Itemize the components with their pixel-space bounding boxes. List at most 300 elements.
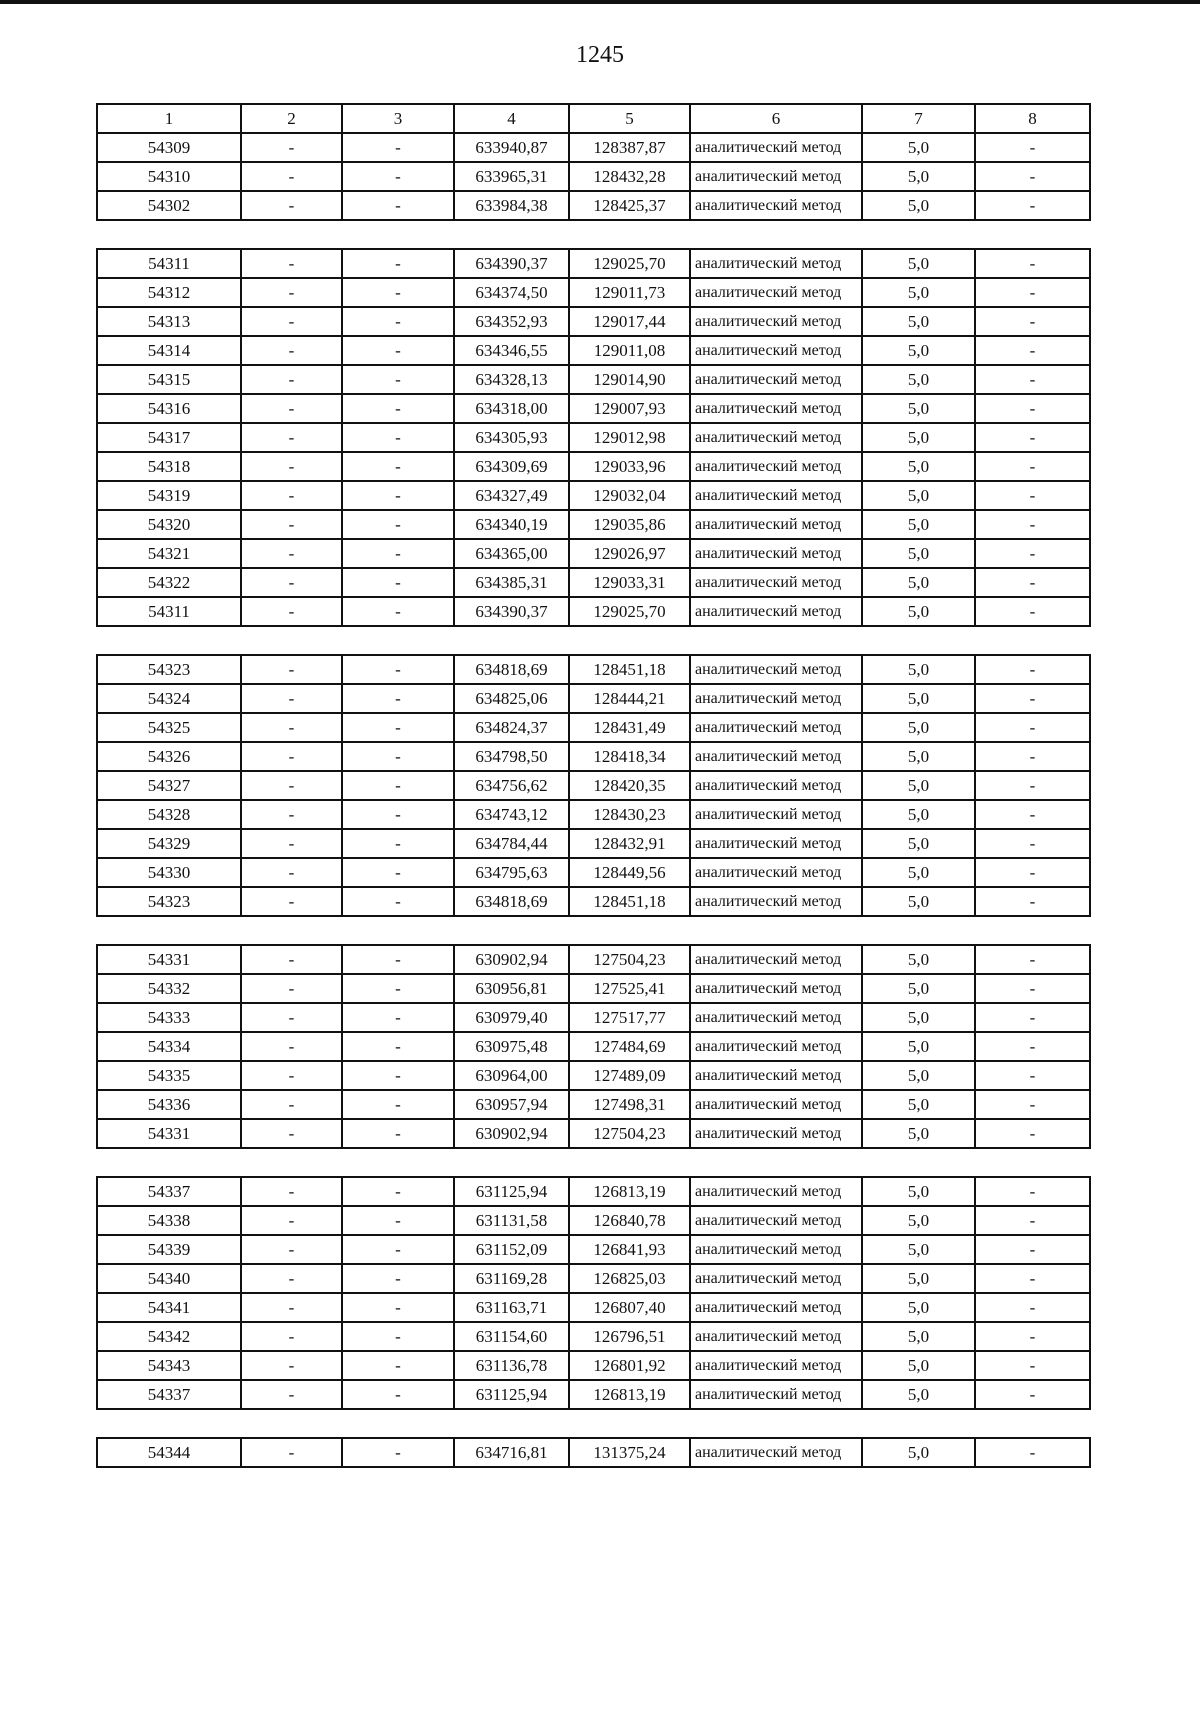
point-number-cell: 54339 [97,1235,241,1264]
table-row [97,1235,1090,1264]
y-coordinate-cell: 129014,90 [569,365,690,394]
col-2-cell: - [241,1235,342,1264]
accuracy-cell: 5,0 [862,1351,975,1380]
accuracy-cell: 5,0 [862,858,975,887]
point-number-cell: 54323 [97,887,241,916]
table-row [97,191,1090,220]
accuracy-cell: 5,0 [862,974,975,1003]
col-2-cell: - [241,1351,342,1380]
col-8-cell: - [975,394,1090,423]
col-8-cell: - [975,336,1090,365]
col-8-cell: - [975,800,1090,829]
col-8-cell: - [975,1003,1090,1032]
x-coordinate-cell: 630956,81 [454,974,569,1003]
y-coordinate-cell: 128425,37 [569,191,690,220]
point-number-cell: 54312 [97,278,241,307]
method-cell: аналитический метод [690,1293,862,1322]
point-number-cell: 54321 [97,539,241,568]
method-cell: аналитический метод [690,597,862,626]
point-number-cell: 54330 [97,858,241,887]
col-2-cell: - [241,249,342,278]
method-cell: аналитический метод [690,713,862,742]
point-number-cell: 54315 [97,365,241,394]
method-cell: аналитический метод [690,394,862,423]
col-8-cell: - [975,249,1090,278]
point-number-cell: 54344 [97,1438,241,1467]
y-coordinate-cell: 129011,73 [569,278,690,307]
y-coordinate-cell: 127504,23 [569,945,690,974]
x-coordinate-cell: 631152,09 [454,1235,569,1264]
table-row [97,742,1090,771]
col-8-cell: - [975,133,1090,162]
col-3-cell: - [342,307,454,336]
header-cell: 6 [690,104,862,133]
point-number-cell: 54318 [97,452,241,481]
y-coordinate-cell: 129026,97 [569,539,690,568]
col-2-cell: - [241,887,342,916]
method-cell: аналитический метод [690,742,862,771]
col-8-cell: - [975,655,1090,684]
method-cell: аналитический метод [690,191,862,220]
col-2-cell: - [241,1032,342,1061]
x-coordinate-cell: 630975,48 [454,1032,569,1061]
table-row [97,394,1090,423]
header-cell: 8 [975,104,1090,133]
col-8-cell: - [975,1351,1090,1380]
y-coordinate-cell: 129035,86 [569,510,690,539]
x-coordinate-cell: 631125,94 [454,1380,569,1409]
col-3-cell: - [342,1235,454,1264]
x-coordinate-cell: 630957,94 [454,1090,569,1119]
x-coordinate-cell: 631169,28 [454,1264,569,1293]
col-8-cell: - [975,1119,1090,1148]
y-coordinate-cell: 126840,78 [569,1206,690,1235]
accuracy-cell: 5,0 [862,510,975,539]
table-row [97,655,1090,684]
y-coordinate-cell: 127504,23 [569,1119,690,1148]
accuracy-cell: 5,0 [862,1177,975,1206]
col-3-cell: - [342,1438,454,1467]
y-coordinate-cell: 126807,40 [569,1293,690,1322]
x-coordinate-cell: 634305,93 [454,423,569,452]
method-cell: аналитический метод [690,249,862,278]
col-8-cell: - [975,742,1090,771]
col-8-cell: - [975,771,1090,800]
col-2-cell: - [241,1119,342,1148]
y-coordinate-cell: 127525,41 [569,974,690,1003]
method-cell: аналитический метод [690,1061,862,1090]
y-coordinate-cell: 128451,18 [569,887,690,916]
point-number-cell: 54311 [97,249,241,278]
section-gap [96,1410,1089,1437]
col-8-cell: - [975,829,1090,858]
col-2-cell: - [241,423,342,452]
col-2-cell: - [241,133,342,162]
col-2-cell: - [241,539,342,568]
point-number-cell: 54313 [97,307,241,336]
header-cell: 2 [241,104,342,133]
col-8-cell: - [975,1177,1090,1206]
point-number-cell: 54334 [97,1032,241,1061]
method-cell: аналитический метод [690,1206,862,1235]
accuracy-cell: 5,0 [862,1264,975,1293]
y-coordinate-cell: 128418,34 [569,742,690,771]
header-cell: 5 [569,104,690,133]
accuracy-cell: 5,0 [862,597,975,626]
table-row [97,1206,1090,1235]
accuracy-cell: 5,0 [862,1293,975,1322]
method-cell: аналитический метод [690,829,862,858]
table-row [97,1322,1090,1351]
x-coordinate-cell: 634385,31 [454,568,569,597]
col-3-cell: - [342,423,454,452]
col-8-cell: - [975,858,1090,887]
table-row [97,887,1090,916]
y-coordinate-cell: 128430,23 [569,800,690,829]
point-number-cell: 54314 [97,336,241,365]
accuracy-cell: 5,0 [862,1438,975,1467]
col-3-cell: - [342,771,454,800]
table-row [97,713,1090,742]
point-number-cell: 54341 [97,1293,241,1322]
table-section [96,1437,1091,1468]
header-cell: 7 [862,104,975,133]
y-coordinate-cell: 129007,93 [569,394,690,423]
coordinates-table [96,103,1089,1468]
table-row [97,1061,1090,1090]
table-section [96,944,1091,1149]
method-cell: аналитический метод [690,887,862,916]
x-coordinate-cell: 630979,40 [454,1003,569,1032]
col-8-cell: - [975,597,1090,626]
col-3-cell: - [342,365,454,394]
point-number-cell: 54322 [97,568,241,597]
table-row [97,1438,1090,1467]
col-3-cell: - [342,336,454,365]
col-2-cell: - [241,1264,342,1293]
x-coordinate-cell: 631154,60 [454,1322,569,1351]
x-coordinate-cell: 633965,31 [454,162,569,191]
table-row [97,249,1090,278]
method-cell: аналитический метод [690,1351,862,1380]
accuracy-cell: 5,0 [862,800,975,829]
x-coordinate-cell: 631125,94 [454,1177,569,1206]
page-number: 1245 [576,42,624,68]
table-row [97,597,1090,626]
x-coordinate-cell: 634825,06 [454,684,569,713]
method-cell: аналитический метод [690,539,862,568]
col-8-cell: - [975,307,1090,336]
col-3-cell: - [342,249,454,278]
y-coordinate-cell: 126825,03 [569,1264,690,1293]
x-coordinate-cell: 634818,69 [454,655,569,684]
y-coordinate-cell: 131375,24 [569,1438,690,1467]
col-2-cell: - [241,1003,342,1032]
col-8-cell: - [975,1380,1090,1409]
point-number-cell: 54331 [97,945,241,974]
table-section [96,654,1091,917]
col-8-cell: - [975,1206,1090,1235]
x-coordinate-cell: 631136,78 [454,1351,569,1380]
x-coordinate-cell: 634716,81 [454,1438,569,1467]
point-number-cell: 54332 [97,974,241,1003]
y-coordinate-cell: 127489,09 [569,1061,690,1090]
col-8-cell: - [975,974,1090,1003]
method-cell: аналитический метод [690,1380,862,1409]
method-cell: аналитический метод [690,568,862,597]
col-8-cell: - [975,510,1090,539]
y-coordinate-cell: 126841,93 [569,1235,690,1264]
section-gap [96,1149,1089,1176]
accuracy-cell: 5,0 [862,684,975,713]
y-coordinate-cell: 127498,31 [569,1090,690,1119]
accuracy-cell: 5,0 [862,1235,975,1264]
col-2-cell: - [241,336,342,365]
point-number-cell: 54329 [97,829,241,858]
col-2-cell: - [241,307,342,336]
y-coordinate-cell: 126801,92 [569,1351,690,1380]
x-coordinate-cell: 630902,94 [454,945,569,974]
col-8-cell: - [975,887,1090,916]
point-number-cell: 54343 [97,1351,241,1380]
method-cell: аналитический метод [690,655,862,684]
col-2-cell: - [241,394,342,423]
col-3-cell: - [342,1177,454,1206]
x-coordinate-cell: 634346,55 [454,336,569,365]
col-2-cell: - [241,945,342,974]
accuracy-cell: 5,0 [862,829,975,858]
accuracy-cell: 5,0 [862,655,975,684]
y-coordinate-cell: 126796,51 [569,1322,690,1351]
point-number-cell: 54338 [97,1206,241,1235]
method-cell: аналитический метод [690,336,862,365]
y-coordinate-cell: 128432,28 [569,162,690,191]
col-8-cell: - [975,713,1090,742]
x-coordinate-cell: 633940,87 [454,133,569,162]
accuracy-cell: 5,0 [862,1119,975,1148]
col-3-cell: - [342,1293,454,1322]
accuracy-cell: 5,0 [862,394,975,423]
header-cell: 4 [454,104,569,133]
table-section [96,248,1091,627]
point-number-cell: 54309 [97,133,241,162]
col-2-cell: - [241,597,342,626]
x-coordinate-cell: 634784,44 [454,829,569,858]
col-8-cell: - [975,945,1090,974]
point-number-cell: 54331 [97,1119,241,1148]
point-number-cell: 54311 [97,597,241,626]
table-row [97,568,1090,597]
col-2-cell: - [241,452,342,481]
col-2-cell: - [241,1293,342,1322]
table-row [97,307,1090,336]
col-3-cell: - [342,1206,454,1235]
col-3-cell: - [342,1090,454,1119]
table-row [97,1177,1090,1206]
table-row [97,278,1090,307]
accuracy-cell: 5,0 [862,336,975,365]
accuracy-cell: 5,0 [862,249,975,278]
accuracy-cell: 5,0 [862,742,975,771]
table-row [97,1003,1090,1032]
y-coordinate-cell: 129025,70 [569,249,690,278]
section-gap [96,221,1089,248]
table-row [97,800,1090,829]
accuracy-cell: 5,0 [862,771,975,800]
accuracy-cell: 5,0 [862,133,975,162]
col-2-cell: - [241,1206,342,1235]
x-coordinate-cell: 634374,50 [454,278,569,307]
method-cell: аналитический метод [690,423,862,452]
col-3-cell: - [342,742,454,771]
table-row [97,1119,1090,1148]
table-row [97,162,1090,191]
accuracy-cell: 5,0 [862,1380,975,1409]
col-2-cell: - [241,771,342,800]
col-2-cell: - [241,191,342,220]
col-3-cell: - [342,191,454,220]
x-coordinate-cell: 634318,00 [454,394,569,423]
y-coordinate-cell: 129032,04 [569,481,690,510]
col-8-cell: - [975,452,1090,481]
col-3-cell: - [342,568,454,597]
x-coordinate-cell: 634309,69 [454,452,569,481]
col-2-cell: - [241,162,342,191]
table-row [97,539,1090,568]
accuracy-cell: 5,0 [862,162,975,191]
x-coordinate-cell: 634390,37 [454,597,569,626]
y-coordinate-cell: 128451,18 [569,655,690,684]
col-2-cell: - [241,974,342,1003]
col-3-cell: - [342,1061,454,1090]
x-coordinate-cell: 634818,69 [454,887,569,916]
x-coordinate-cell: 630964,00 [454,1061,569,1090]
col-8-cell: - [975,278,1090,307]
table-section [96,103,1091,221]
point-number-cell: 54310 [97,162,241,191]
point-number-cell: 54336 [97,1090,241,1119]
x-coordinate-cell: 633984,38 [454,191,569,220]
method-cell: аналитический метод [690,1003,862,1032]
col-8-cell: - [975,568,1090,597]
col-8-cell: - [975,1061,1090,1090]
col-2-cell: - [241,568,342,597]
top-border-rule [0,0,1200,4]
col-3-cell: - [342,945,454,974]
point-number-cell: 54320 [97,510,241,539]
table-row [97,684,1090,713]
y-coordinate-cell: 128420,35 [569,771,690,800]
col-8-cell: - [975,539,1090,568]
y-coordinate-cell: 126813,19 [569,1177,690,1206]
table-row [97,452,1090,481]
accuracy-cell: 5,0 [862,307,975,336]
x-coordinate-cell: 634340,19 [454,510,569,539]
y-coordinate-cell: 128431,49 [569,713,690,742]
col-3-cell: - [342,1322,454,1351]
point-number-cell: 54326 [97,742,241,771]
point-number-cell: 54337 [97,1177,241,1206]
col-3-cell: - [342,887,454,916]
header-cell: 1 [97,104,241,133]
col-3-cell: - [342,1380,454,1409]
point-number-cell: 54319 [97,481,241,510]
accuracy-cell: 5,0 [862,887,975,916]
table-row [97,365,1090,394]
point-number-cell: 54316 [97,394,241,423]
col-8-cell: - [975,1293,1090,1322]
col-3-cell: - [342,800,454,829]
x-coordinate-cell: 634327,49 [454,481,569,510]
x-coordinate-cell: 634798,50 [454,742,569,771]
col-8-cell: - [975,1032,1090,1061]
col-2-cell: - [241,1322,342,1351]
table-row [97,1380,1090,1409]
section-gap [96,917,1089,944]
col-3-cell: - [342,858,454,887]
method-cell: аналитический метод [690,365,862,394]
col-3-cell: - [342,713,454,742]
col-2-cell: - [241,365,342,394]
col-3-cell: - [342,1003,454,1032]
col-8-cell: - [975,1264,1090,1293]
col-3-cell: - [342,1032,454,1061]
col-2-cell: - [241,481,342,510]
method-cell: аналитический метод [690,162,862,191]
accuracy-cell: 5,0 [862,1206,975,1235]
col-2-cell: - [241,655,342,684]
col-3-cell: - [342,974,454,1003]
accuracy-cell: 5,0 [862,945,975,974]
y-coordinate-cell: 129017,44 [569,307,690,336]
point-number-cell: 54337 [97,1380,241,1409]
point-number-cell: 54327 [97,771,241,800]
col-8-cell: - [975,423,1090,452]
col-3-cell: - [342,481,454,510]
col-3-cell: - [342,133,454,162]
table-row [97,133,1090,162]
point-number-cell: 54323 [97,655,241,684]
col-3-cell: - [342,452,454,481]
table-row [97,771,1090,800]
x-coordinate-cell: 634756,62 [454,771,569,800]
method-cell: аналитический метод [690,800,862,829]
method-cell: аналитический метод [690,510,862,539]
method-cell: аналитический метод [690,945,862,974]
y-coordinate-cell: 128432,91 [569,829,690,858]
table-row [97,481,1090,510]
y-coordinate-cell: 127517,77 [569,1003,690,1032]
table-row [97,336,1090,365]
table-row [97,1090,1090,1119]
col-2-cell: - [241,858,342,887]
col-2-cell: - [241,800,342,829]
method-cell: аналитический метод [690,278,862,307]
x-coordinate-cell: 634743,12 [454,800,569,829]
col-3-cell: - [342,539,454,568]
x-coordinate-cell: 634390,37 [454,249,569,278]
x-coordinate-cell: 634365,00 [454,539,569,568]
col-3-cell: - [342,829,454,858]
col-2-cell: - [241,684,342,713]
x-coordinate-cell: 630902,94 [454,1119,569,1148]
x-coordinate-cell: 634352,93 [454,307,569,336]
accuracy-cell: 5,0 [862,1322,975,1351]
accuracy-cell: 5,0 [862,1003,975,1032]
col-3-cell: - [342,1119,454,1148]
accuracy-cell: 5,0 [862,1090,975,1119]
table-row [97,829,1090,858]
